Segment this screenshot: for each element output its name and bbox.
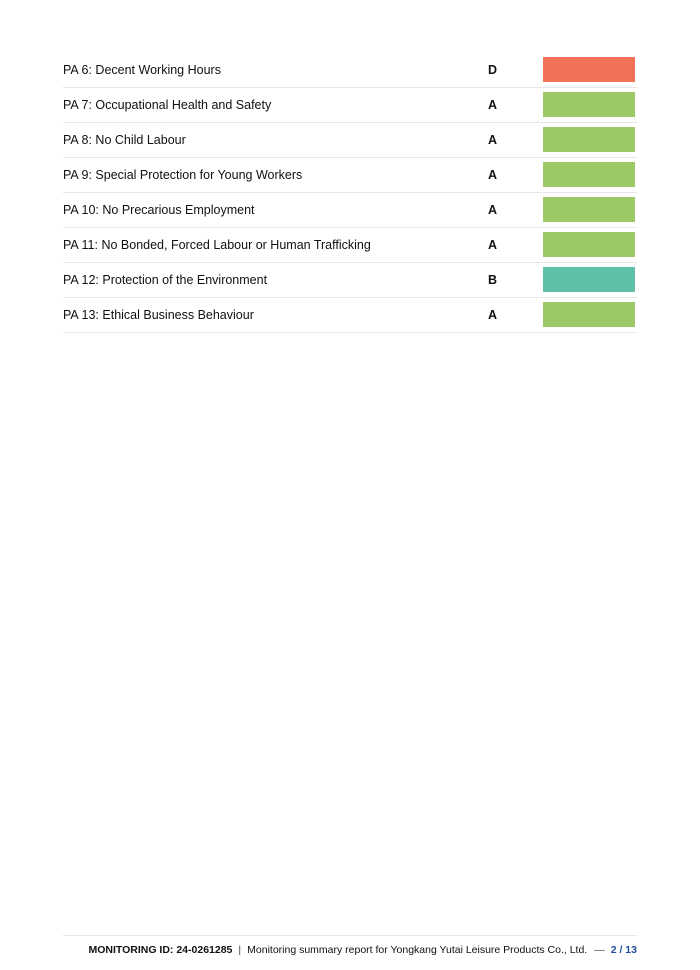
grade-value: A xyxy=(488,238,498,252)
table-row xyxy=(63,228,637,263)
grade-color-swatch xyxy=(543,92,635,117)
grade-color-swatch xyxy=(543,127,635,152)
grade-color-swatch xyxy=(543,302,635,327)
footer-text xyxy=(88,943,637,957)
performance-area-label: PA 6: Decent Working Hours xyxy=(63,63,221,77)
performance-area-label: PA 10: No Precarious Employment xyxy=(63,203,255,217)
grade-value: A xyxy=(488,98,498,112)
grade-color-swatch xyxy=(543,267,635,292)
grade-value: D xyxy=(488,63,498,77)
report-description: Monitoring summary report for Yongkang Yutai Leisure Products Co., Ltd. xyxy=(247,944,588,956)
grade-value: A xyxy=(488,308,498,322)
table-row xyxy=(63,298,637,333)
table-row xyxy=(63,263,637,298)
table-row xyxy=(63,53,637,88)
grade-color-swatch xyxy=(543,232,635,257)
table-row xyxy=(63,123,637,158)
footer-dash: — xyxy=(594,944,605,956)
monitoring-id: MONITORING ID: 24-0261285 xyxy=(88,944,233,956)
page-footer xyxy=(63,935,637,964)
performance-area-label: PA 9: Special Protection for Young Workers xyxy=(63,168,303,182)
table-row xyxy=(63,193,637,228)
grade-color-swatch xyxy=(543,162,635,187)
grade-color-swatch xyxy=(543,197,635,222)
performance-area-label: PA 8: No Child Labour xyxy=(63,133,186,147)
grade-value: A xyxy=(488,133,498,147)
grade-value: A xyxy=(488,168,498,182)
performance-area-label: PA 12: Protection of the Environment xyxy=(63,273,268,287)
grade-value: B xyxy=(488,273,498,287)
page-number: 2 / 13 xyxy=(610,944,637,956)
table-row xyxy=(63,88,637,123)
performance-area-label: PA 11: No Bonded, Forced Labour or Human Trafficking xyxy=(63,238,371,252)
grade-color-swatch xyxy=(543,57,635,82)
footer-separator: | xyxy=(238,944,242,956)
performance-area-label: PA 13: Ethical Business Behaviour xyxy=(63,308,254,322)
table-row xyxy=(63,158,637,193)
performance-area-table xyxy=(63,53,637,333)
grade-value: A xyxy=(488,203,498,217)
performance-area-label: PA 7: Occupational Health and Safety xyxy=(63,98,272,112)
